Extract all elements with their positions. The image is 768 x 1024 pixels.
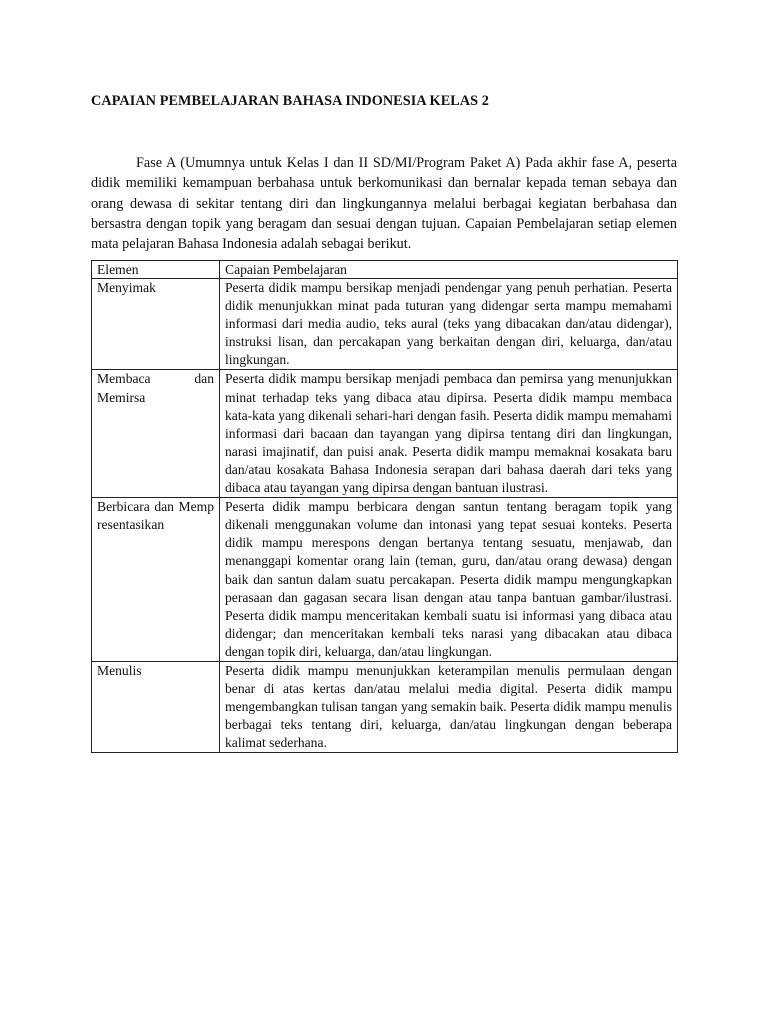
header-outcome: Capaian Pembelajaran <box>220 261 678 279</box>
element-cell: Membaca dan Memirsa <box>92 370 220 498</box>
element-cell: Menulis <box>92 661 220 752</box>
table-row <box>92 279 678 370</box>
outcome-cell: Peserta didik mampu berbicara dengan santun tentang beragam topik yang dikenali menggunakan volume dan intonasi yang tepat sesuai konteks. Peserta didik mampu merespons dengan bertanya tentang sesuatu, menjawab, dan menanggapi komentar orang lain (teman, guru, dan/atau orang dewasa) dengan baik dan santun dalam suatu percakapan. Peserta didik mampu mengungkapkan perasaan dan gagasan secara lisan dengan atau tanpa bantuan gambar/ilustrasi. Peserta didik mampu menceritakan kembali suatu isi informasi yang dibaca atau didengar; dan menceritakan kembali teks narasi yang dibacakan atau dibaca dengan topik diri, keluarga, dan/atau lingkungan. <box>220 498 678 662</box>
outcome-cell: Peserta didik mampu bersikap menjadi pendengar yang penuh perhatian. Peserta didik menunjukkan minat pada tuturan yang didengar serta mampu memahami informasi dari media audio, teks aural (teks yang dibacakan dan/atau didengar), instruksi lisan, dan percakapan yang berkaitan dengan diri, keluarga, dan/atau lingkungan. <box>220 279 678 370</box>
document-title: CAPAIAN PEMBELAJARAN BAHASA INDONESIA KELAS 2 <box>91 93 489 109</box>
table-header-row <box>92 261 678 279</box>
outcome-cell: Peserta didik mampu bersikap menjadi pembaca dan pemirsa yang menunjukkan minat terhadap teks yang dibaca atau dipirsa. Peserta didik mampu membaca kata-kata yang dikenali sehari-hari dengan fasih. Peserta didik mampu memahami informasi dari bacaan dan tayangan yang dipirsa tentang diri dan lingkungan, narasi imajinatif, dan puisi anak. Peserta didik mampu memaknai kosakata baru dan/atau kosakata Bahasa Indonesia serapan dari bahasa daerah dari teks yang dibaca atau tayangan yang dipirsa dengan bantuan ilustrasi. <box>220 370 678 498</box>
intro-paragraph: Fase A (Umumnya untuk Kelas I dan II SD/MI/Program Paket A) Pada akhir fase A, peserta didik memiliki kemampuan berbahasa untuk berkomunikasi dan bernalar kepada teman sebaya dan orang dewasa di sekitar tentang diri dan lingkungannya melalui berbagai kegiatan berbahasa dan bersastra dengan topik yang beragam dan sesuai dengan tujuan. Capaian Pembelajaran setiap elemen mata pelajaran Bahasa Indonesia adalah sebagai berikut. <box>91 155 677 253</box>
learning-outcomes-table <box>91 260 678 753</box>
table-row <box>92 370 678 498</box>
element-cell: Berbicara dan Mempresentasikan <box>92 498 220 662</box>
table-row <box>92 498 678 662</box>
element-cell: Menyimak <box>92 279 220 370</box>
outcome-cell: Peserta didik mampu menunjukkan keterampilan menulis permulaan dengan benar di atas kertas dan/atau melalui media digital. Peserta didik mampu mengembangkan tulisan tangan yang semakin baik. Peserta didik mampu menulis berbagai teks tentang diri, keluarga, dan/atau lingkungan dengan beberapa kalimat sederhana. <box>220 661 678 752</box>
table-row <box>92 661 678 752</box>
header-element: Elemen <box>92 261 220 279</box>
